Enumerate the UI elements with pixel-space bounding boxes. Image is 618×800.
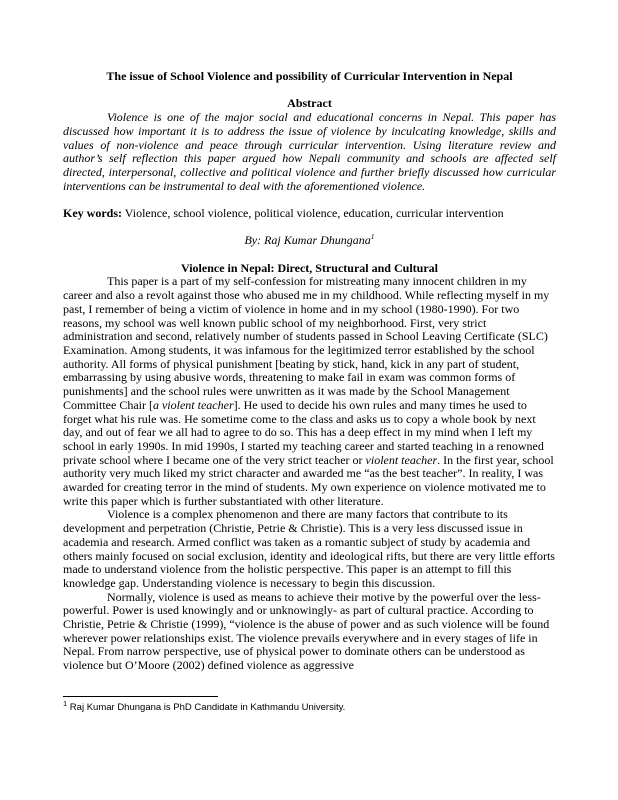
body-paragraph-3: Normally, violence is used as means to achieve their motive by the powerful over the less-powerful. Power is used knowingly and or unknowingly- as part of cultural practice. According to Christie, Petrie & Christie (1999), “violence is the abuse of power and as such violence will be found wherever power relationships exist. The violence prevails everywhere and in every stages of life in Nepal. From narrow perspective, use of physical power to dominate others can be understood as violence but O’Moore (2002) defined violence as aggressive (63, 589, 550, 673)
footnote-text: $^1$ Raj Kumar Dhungana is PhD Candidate in Kathmandu University. (63, 698, 346, 713)
keywords-line: Key words: Violence, school violence, political violence, education, curricular intervention (63, 206, 504, 220)
abstract-heading: Abstract (287, 96, 332, 111)
body-paragraph-1: This paper is a part of my self-confession for mistreating many innocent children in my career and also a revolt against those who abused me in my childhood. While reflecting myself in my past, I remember of being a victim of violence in home and in my school (1980-1990). For two reasons, my school was well known public school of my neighborhood. First, very strict administration and second, relatively number of students passed in School Leaving Certificate (SLC) Examination. Among students, it was infamous for the legitimized terror established by the school authority. All forms of physical punishment [beating by stick, hand, kick in any part of student, embarrassing by using abusive words, threatening to make fail in exam was common forms of punishments] and the school rules were unwritten as it was made by the School Management Committee Chair [a violent teacher]. He used to decide his own rules and many times he used to forget what his rule was. He sometime come to the class and asks us to copy a whole book by next day, and out of fear we all had to agree to do so. This has a deep effect in my mind when I left my school in early 1990s. In mid 1990s, I started my teaching career and started teaching in a renowned private school where I became one of the very strict teacher or violent teacher. In the first year, school authority very much liked my strict character and awarded me “as the best teacher”. In reality, I was awarded for creating terror in the mind of students. My own experience on violence motivated me to write this paper which is further substantiated with other literature. (63, 274, 554, 508)
abstract-text: Violence is one of the major social and educational concerns in Nepal. This paper has discussed how important it is to address the issue of violence by inculcating knowledge, skills and values of non-violence and peace through curricular intervention. Using literature review and author’s self reflection this paper argued how Nepali community and schools are affected self directed, interpersonal, collective and political violence and further briefly discussed how curricular interventions can be instrumental to deal with the aforementioned violence. (63, 110, 556, 193)
footnote-separator (63, 696, 218, 697)
footnote-area (63, 696, 556, 714)
body-paragraph-2: Violence is a complex phenomenon and there are many factors that contribute to its development and perpetration (Christie, Petrie & Christie). This is a very less discussed issue in academia and research. Armed conflict was taken as a romantic subject of study by academia and others mainly focused on social exclusion, identity and ideological rifts, but there are very little efforts made to understand violence from the holistic perspective. This paper is an attempt to fill this knowledge gap. Understanding violence is necessary to begin this discussion. (63, 507, 555, 590)
section-heading: Violence in Nepal: Direct, Structural and Cultural (181, 260, 438, 275)
paper-title: The issue of School Violence and possibility of Curricular Intervention in Nepal (106, 69, 513, 83)
author-byline: By: Raj Kumar Dhungana$^1$ (244, 232, 375, 248)
